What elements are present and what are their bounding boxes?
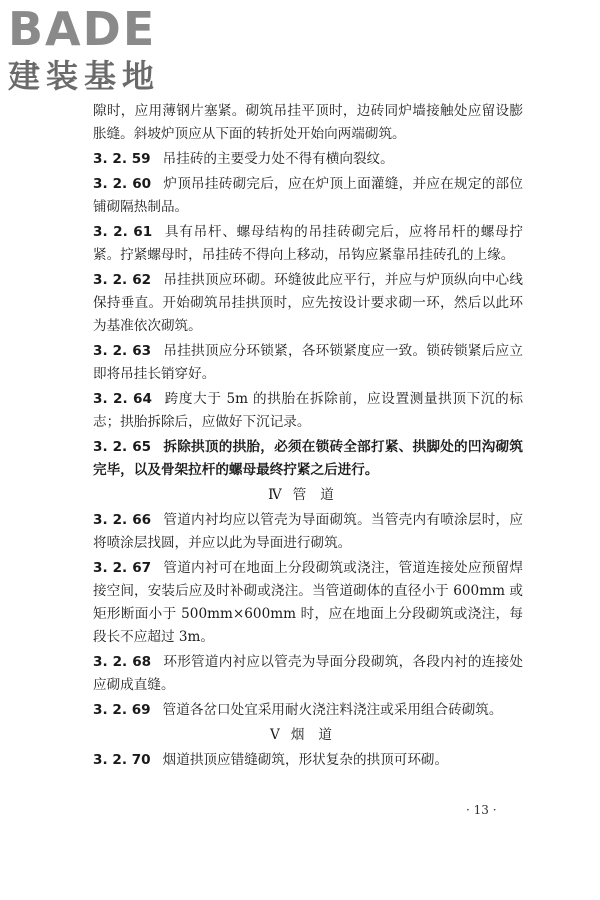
section-heading-v [93, 724, 523, 747]
clause-number: 3. 2. 59 [93, 151, 151, 167]
clause-3-2-66 [93, 509, 523, 555]
logo [8, 2, 178, 98]
section-title: 烟道 [290, 727, 346, 743]
clause-3-2-61 [93, 221, 523, 267]
clause-number: 3. 2. 69 [93, 702, 151, 718]
clause-text-bold: 拆除拱顶的拱胎，必须在锁砖全部打紧、拱脚处的凹沟砌筑完毕，以及骨架拉杆的螺母最终拧紧之后进行。 [93, 439, 523, 478]
clause-number: 3. 2. 60 [93, 176, 152, 192]
section-roman: Ⅴ [269, 727, 281, 743]
clause-number: 3. 2. 70 [93, 752, 151, 768]
clause-3-2-64 [93, 388, 523, 434]
clause-3-2-70 [93, 749, 523, 772]
section-title: 管道 [292, 487, 348, 503]
clause-text: 环形管道内衬应以管壳为导面分段砌筑，各段内衬的连接处应砌成直缝。 [93, 654, 523, 693]
clause-number: 3. 2. 68 [93, 654, 152, 670]
section-heading-iv [93, 484, 523, 507]
clause-3-2-69 [93, 699, 523, 722]
clause-3-2-67 [93, 557, 523, 649]
clause-number: 3. 2. 63 [93, 343, 152, 359]
clause-text: 具有吊杆、螺母结构的吊挂砖砌完后，应将吊杆的螺母拧紧。拧紧螺母时，吊挂砖不得向上移动，吊钩应紧靠吊挂砖孔的上缘。 [93, 224, 523, 263]
logo-brand: BADE [8, 2, 157, 56]
clause-number: 3. 2. 67 [93, 560, 152, 576]
clause-3-2-68 [93, 651, 523, 697]
logo-subtitle: 建装基地 [8, 57, 161, 95]
document-body [93, 100, 523, 774]
clause-text: 吊挂拱顶应分环锁紧，各环锁紧度应一致。锁砖锁紧后应立即将吊挂长销穿好。 [93, 343, 523, 382]
clause-text: 烟道拱顶应错缝砌筑，形状复杂的拱顶可环砌。 [162, 752, 449, 768]
clause-text: 管道各岔口处宜采用耐火浇注料浇注或采用组合砖砌筑。 [162, 702, 503, 718]
clause-text: 跨度大于 5m 的拱胎在拆除前，应设置测量拱顶下沉的标志；拱胎拆除后，应做好下沉记录。 [93, 391, 523, 430]
clause-number: 3. 2. 64 [93, 391, 152, 407]
clause-3-2-62 [93, 269, 523, 338]
clause-number: 3. 2. 65 [93, 439, 152, 455]
intro-paragraph: 隙时，应用薄钢片塞紧。砌筑吊挂平顶时，边砖同炉墙接触处应留设膨胀缝。斜坡炉顶应从下面的转折处开始向两端砌筑。 [93, 103, 523, 142]
clause-number: 3. 2. 62 [93, 272, 152, 288]
clause-3-2-65 [93, 436, 523, 482]
clause-text: 炉顶吊挂砖砌完后，应在炉顶上面灌缝，并应在规定的部位铺砌隔热制品。 [93, 176, 523, 215]
section-roman: Ⅳ [268, 487, 283, 503]
clause-3-2-60 [93, 173, 523, 219]
clause-text: 管道内衬均应以管壳为导面砌筑。当管壳内有喷涂层时，应将喷涂层找圆，并应以此为导面进行砌筑。 [93, 512, 523, 551]
clause-3-2-59 [93, 148, 523, 171]
page-number: · 13 · [466, 803, 497, 817]
clause-text: 管道内衬可在地面上分段砌筑或浇注，管道连接处应预留焊接空间，安装后应及时补砌或浇注。当管道砌体的直径小于 600mm 或矩形断面小于 500mm×600mm 时，应在地面上分段砌筑或浇注，每段长不应超过 3m。 [93, 560, 523, 645]
clause-3-2-63 [93, 340, 523, 386]
clause-number: 3. 2. 66 [93, 512, 152, 528]
clause-number: 3. 2. 61 [93, 224, 153, 240]
clause-text: 吊挂拱顶应环砌。环缝彼此应平行，并应与炉顶纵向中心线保持垂直。开始砌筑吊挂拱顶时，应先按设计要求砌一环，然后以此环为基准依次砌筑。 [93, 272, 523, 334]
clause-text: 吊挂砖的主要受力处不得有横向裂纹。 [162, 151, 394, 167]
